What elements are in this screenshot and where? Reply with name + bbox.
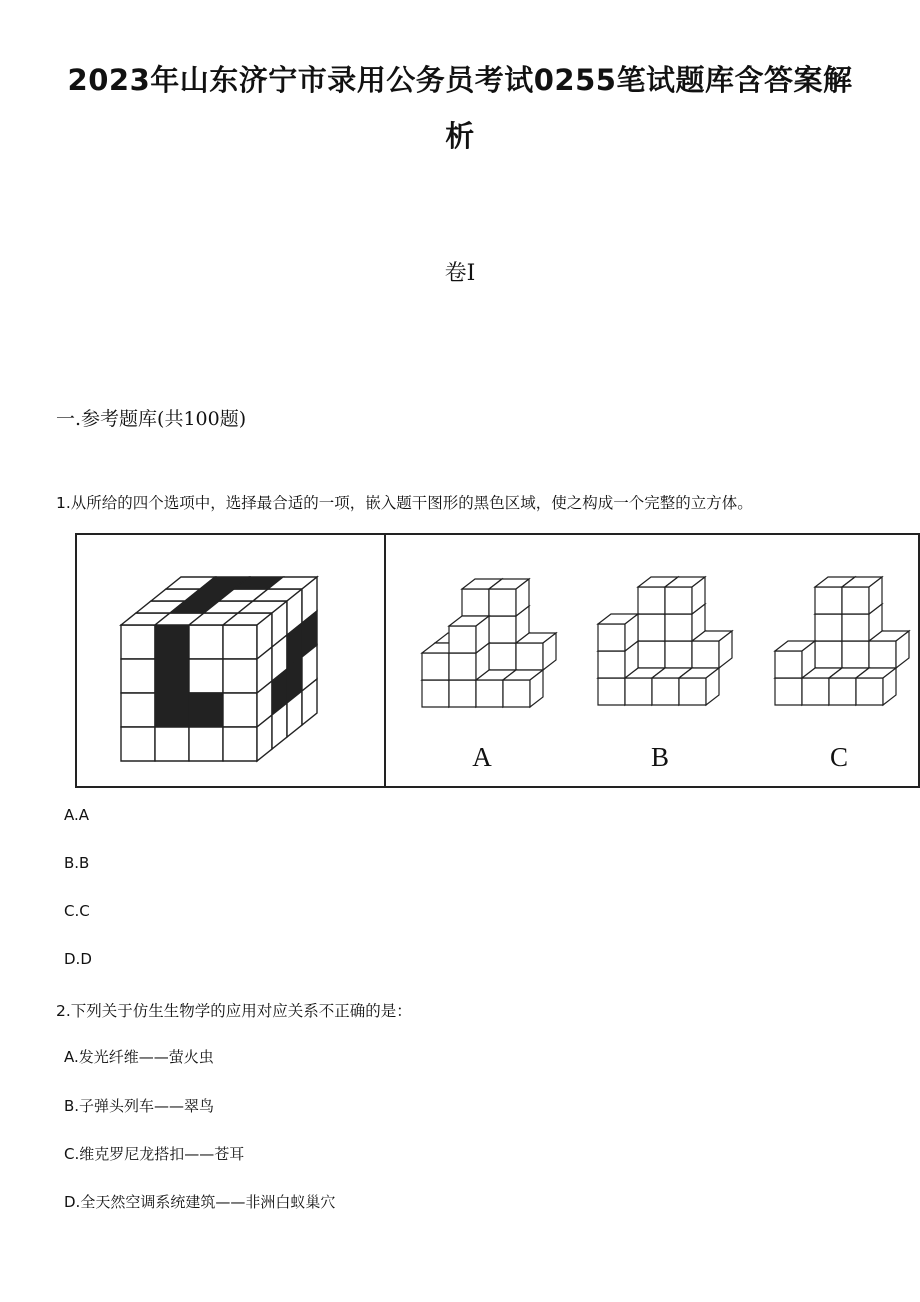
front-cell bbox=[189, 659, 223, 693]
cube-front bbox=[638, 587, 665, 614]
option-c-drawing bbox=[775, 577, 909, 705]
title-line-1: 2023年山东济宁市录用公务员考试0255笔试题库含答案解 bbox=[67, 63, 853, 97]
front-cell bbox=[189, 727, 223, 761]
front-cell bbox=[223, 693, 257, 727]
volume-heading: 卷Ⅰ bbox=[444, 261, 476, 286]
cube-front bbox=[856, 678, 883, 705]
cube-front bbox=[775, 678, 802, 705]
cube-front bbox=[802, 678, 829, 705]
cube-front bbox=[665, 641, 692, 668]
front-cell bbox=[121, 693, 155, 727]
cube-front bbox=[476, 680, 503, 707]
question-2-stem: 2.下列关于仿生生物学的应用对应关系不正确的是： bbox=[56, 1002, 412, 1020]
cube-front bbox=[422, 680, 449, 707]
front-cell bbox=[155, 625, 189, 659]
front-cell bbox=[223, 625, 257, 659]
section-heading: 一.参考题库(共100题) bbox=[56, 408, 247, 430]
cube-front bbox=[638, 641, 665, 668]
cube-front bbox=[829, 678, 856, 705]
q1-option-c: C.C bbox=[64, 902, 90, 920]
cube-front bbox=[815, 587, 842, 614]
cube-front bbox=[598, 624, 625, 651]
q2-option-a: A.发光纤维——萤火虫 bbox=[64, 1048, 214, 1066]
front-cell bbox=[223, 659, 257, 693]
cube-front bbox=[692, 641, 719, 668]
cube-front bbox=[775, 651, 802, 678]
cube-front bbox=[516, 643, 543, 670]
cube-front bbox=[638, 614, 665, 641]
cube-front bbox=[449, 626, 476, 653]
cube-front bbox=[489, 643, 516, 670]
cube-front bbox=[449, 653, 476, 680]
cube-front bbox=[503, 680, 530, 707]
cube-puzzle-figure bbox=[75, 533, 920, 789]
cube-front bbox=[462, 589, 489, 616]
front-cell bbox=[223, 727, 257, 761]
cube-front bbox=[815, 614, 842, 641]
cube-front bbox=[449, 680, 476, 707]
cube-front bbox=[625, 678, 652, 705]
option-a-drawing bbox=[422, 579, 556, 707]
option-b-drawing bbox=[598, 577, 732, 705]
front-cell bbox=[121, 659, 155, 693]
q2-option-d: D.全天然空调系统建筑——非洲白蚁巢穴 bbox=[64, 1193, 336, 1211]
cube-front bbox=[665, 614, 692, 641]
question-1-stem: 1.从所给的四个选项中，选择最合适的一项，嵌入题干图形的黑色区域，使之构成一个完整的立方体。 bbox=[56, 494, 753, 512]
cube-front bbox=[869, 641, 896, 668]
question-1-figure bbox=[75, 533, 920, 789]
q2-option-c: C.维克罗尼龙搭扣——苍耳 bbox=[64, 1145, 245, 1163]
front-cell bbox=[121, 727, 155, 761]
cube-front bbox=[422, 653, 449, 680]
cube-front bbox=[598, 651, 625, 678]
title-line-2: 析 bbox=[445, 119, 475, 153]
cube-front bbox=[489, 616, 516, 643]
q1-option-a: A.A bbox=[64, 806, 90, 824]
cube-front bbox=[842, 587, 869, 614]
figure-label-b: B bbox=[650, 742, 670, 772]
figure-label-c: C bbox=[829, 742, 849, 772]
q1-option-d: D.D bbox=[64, 950, 92, 968]
cube-front bbox=[598, 678, 625, 705]
front-cell bbox=[189, 625, 223, 659]
front-cell bbox=[155, 693, 189, 727]
cube-front bbox=[652, 678, 679, 705]
q1-option-b: B.B bbox=[64, 854, 90, 872]
front-cell bbox=[121, 625, 155, 659]
front-cell bbox=[155, 727, 189, 761]
cube-front bbox=[842, 641, 869, 668]
q2-option-b: B.子弹头列车——翠鸟 bbox=[64, 1097, 215, 1115]
front-cell bbox=[189, 693, 223, 727]
stem-cube-drawing bbox=[121, 577, 317, 761]
document-title bbox=[0, 52, 920, 164]
cube-front bbox=[815, 641, 842, 668]
cube-front bbox=[679, 678, 706, 705]
cube-front bbox=[489, 589, 516, 616]
cube-front bbox=[665, 587, 692, 614]
cube-front bbox=[842, 614, 869, 641]
figure-label-a: A bbox=[472, 742, 492, 772]
front-cell bbox=[155, 659, 189, 693]
